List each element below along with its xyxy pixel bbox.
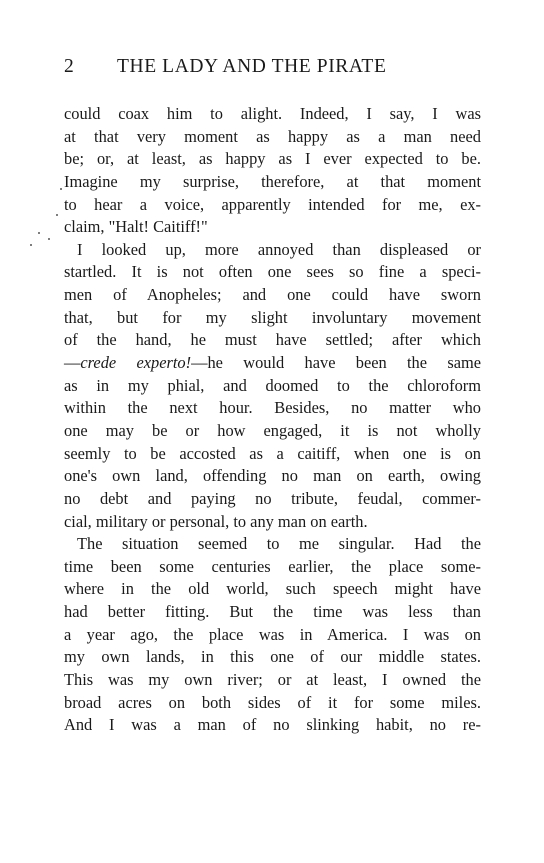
text-line: one may be or how engaged, it is not wholly: [64, 420, 481, 440]
text-line: This was my own river; or at least, I owned the: [64, 670, 481, 690]
text-line: my own lands, in this one of our middle states.: [64, 647, 481, 667]
print-speck: [48, 238, 50, 240]
text-line: where in the old world, such speech might have: [64, 579, 481, 599]
text-line: Imagine my surprise, therefore, at that moment: [64, 171, 481, 191]
text-line: within the next hour. Besides, no matter who: [64, 398, 481, 418]
running-head: [64, 56, 484, 82]
print-speck: [30, 244, 32, 246]
text-line: I looked up, more annoyed than displeased or: [77, 239, 481, 259]
print-speck: [56, 214, 58, 216]
print-speck: [38, 232, 40, 234]
text-line: time been some centuries earlier, the place some-: [64, 556, 481, 576]
text-line-with-italic: [64, 352, 481, 375]
text-line: could coax him to alight. Indeed, I say, I was: [64, 104, 481, 123]
text-line: seemly to be accosted as a caitiff, when one is on: [64, 443, 481, 463]
text-line: that, but for my slight involuntary movement: [64, 307, 481, 327]
print-speck: [60, 188, 62, 190]
text-line: to hear a voice, apparently intended for me, ex-: [64, 194, 481, 214]
text-line: The situation seemed to me singular. Had the: [77, 534, 481, 554]
text-line: cial, military or personal, to any man on earth.: [64, 511, 368, 531]
text-line: startled. It is not often one sees so fine a speci-: [64, 262, 481, 282]
text-line: one's own land, offending no man on earth, owing: [64, 466, 481, 486]
text-line: had better fitting. But the time was less than: [64, 602, 481, 622]
text-line: no debt and paying no tribute, feudal, commer-: [64, 488, 481, 508]
line-remainder: —he would have been the same: [191, 353, 481, 373]
text-line: a year ago, the place was in America. I was on: [64, 624, 481, 644]
text-line: claim, "Halt! Caitiff!": [64, 217, 208, 237]
running-title: THE LADY AND THE PIRATE: [117, 56, 387, 77]
text-line: And I was a man of no slinking habit, no re-: [64, 715, 481, 735]
text-line: be; or, at least, as happy as I ever expected to be.: [64, 149, 481, 169]
body-text: [64, 103, 481, 737]
text-line: as in my phial, and doomed to the chloroform: [64, 375, 481, 395]
text-line: at that very moment as happy as a man need: [64, 126, 481, 146]
page-number: 2: [64, 56, 75, 77]
text-line: broad acres on both sides of it for some miles.: [64, 692, 481, 712]
em-dash: —: [64, 353, 81, 373]
text-line: of the hand, he must have settled; after which: [64, 330, 481, 350]
text-line: men of Anopheles; and one could have sworn: [64, 285, 481, 305]
italic-latin-phrase: crede experto!: [80, 353, 192, 373]
